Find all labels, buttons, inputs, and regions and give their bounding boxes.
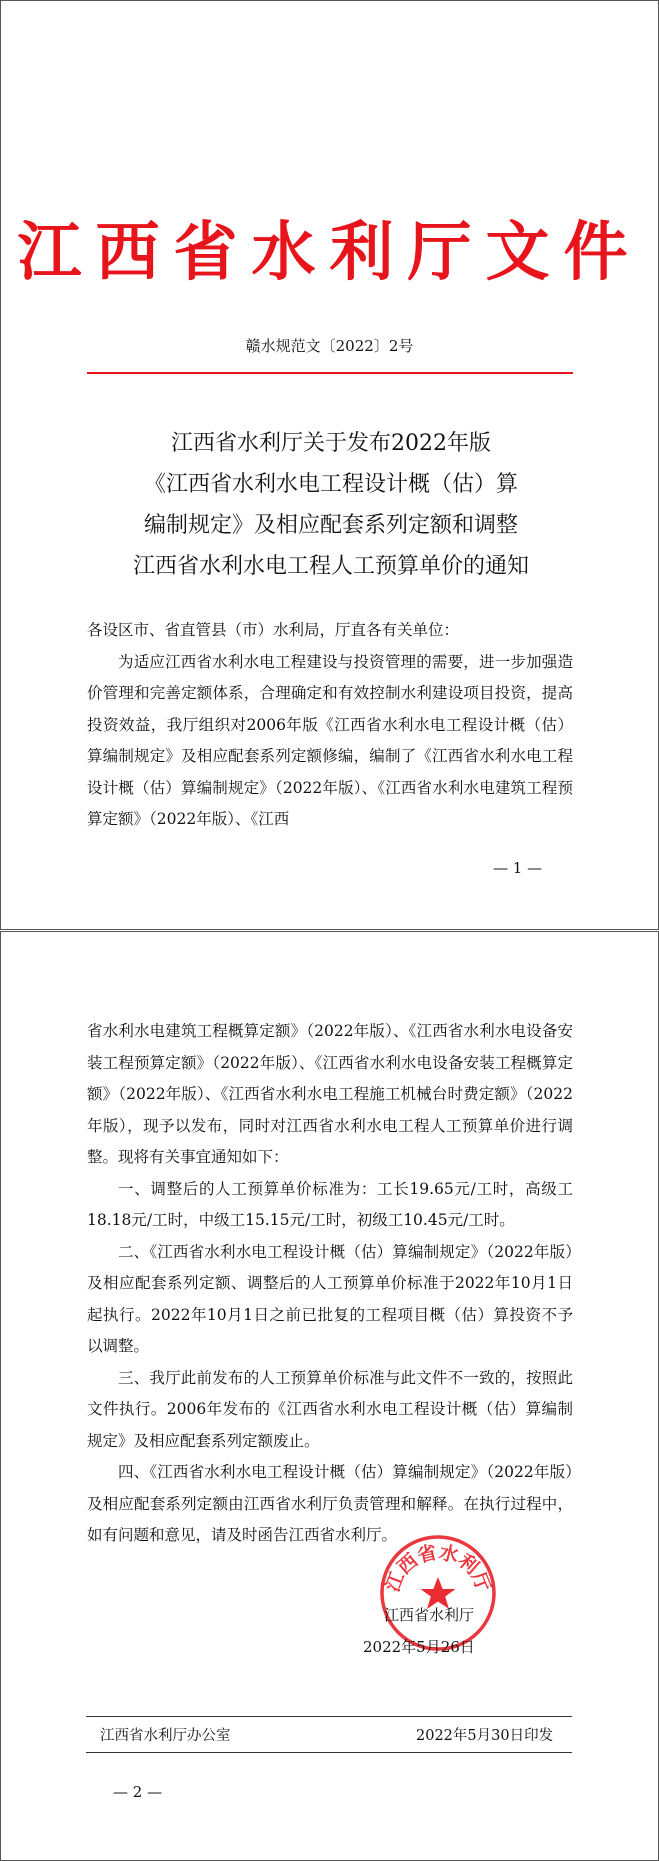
red-header-title: 江西省水利厅文件 bbox=[17, 215, 642, 290]
item-paragraph: 一、调整后的人工预算单价标准为：工长19.65元/工时，高级工18.18元/工时，中级工15.15元/工时，初级工10.45元/工时。 bbox=[87, 1179, 573, 1229]
intro-paragraph: 为适应江西省水利水电工程建设与投资管理的需要，进一步加强造价管理和完善定额体系，合理确定和有效控制水利建设项目投资，提高投资效益，我厅组织对2006年版《江西省水利水电工程设计概（估）算编制规定》及相应配套系列定额修编，编制了《江西省水利水电工程设计概（估）算编制规定》（2022年版）、《江西省水利水电建筑工程预算定额》（2022年版）、《江西 bbox=[87, 652, 573, 828]
footer-bottom-rule bbox=[86, 1752, 572, 1753]
seal-text: 江西省水利厅 bbox=[381, 1541, 495, 1595]
notice-title-line: 江西省水利水电工程人工预算单价的通知 bbox=[132, 554, 529, 579]
issue-date: 2022年5月26日 bbox=[363, 1638, 475, 1656]
issuer-name: 江西省水利厅 bbox=[384, 1606, 475, 1624]
item-paragraph: 四、《江西省水利水电工程设计概（估）算编制规定》（2022年版）及相应配套系列定额由江西省水利厅负责管理和解释。在执行过程中，如有问题和意见，请及时函告江西省水利厅。 bbox=[87, 1463, 573, 1544]
notice-title-line: 编制规定》及相应配套系列定额和调整 bbox=[143, 513, 518, 538]
page2-body bbox=[87, 1016, 573, 1552]
footer-office: 江西省水利厅办公室 bbox=[100, 1728, 231, 1744]
document-page-1 bbox=[0, 0, 659, 930]
notice-title-line: 江西省水利厅关于发布2022年版 bbox=[171, 431, 491, 456]
item-paragraph: 三、我厅此前发布的人工预算单价标准与此文件不一致的，按照此文件执行。2006年发布的《江西省水利水电工程设计概（估）算编制规定》及相应配套系列定额废止。 bbox=[87, 1368, 573, 1450]
page-number: — 1 — bbox=[493, 859, 543, 877]
document-number: 赣水规范文〔2022〕2号 bbox=[245, 337, 414, 355]
red-divider-line bbox=[87, 372, 573, 374]
addressee: 各设区市、省直管县（市）水利局，厅直各有关单位： bbox=[87, 621, 460, 639]
footer-top-rule bbox=[86, 1716, 572, 1717]
continuation-paragraph: 省水利水电建筑工程概算定额》（2022年版）、《江西省水利水电设备安装工程预算定额》（2022年版）、《江西省水利水电设备安装工程概算定额》（2022年版）、《江西省水利水电工程施工机械台时费定额》（2022年版），现予以发布，同时对江西省水利水电工程人工预算单价进行调整。现将有关事宜通知如下： bbox=[87, 1022, 573, 1166]
footer-print-date: 2022年5月30日印发 bbox=[416, 1728, 554, 1744]
page-number: — 2 — bbox=[113, 1783, 163, 1801]
notice-title-line: 《江西省水利水电工程设计概（估）算 bbox=[143, 472, 518, 497]
official-seal-icon bbox=[378, 1533, 498, 1653]
document-page-2 bbox=[0, 931, 659, 1861]
item-paragraph: 二、《江西省水利水电工程设计概（估）算编制规定》（2022年版）及相应配套系列定额、调整后的人工预算单价标准于2022年10月1日起执行。2022年10月1日之前已批复的工程项目概（估）算投资不予以调整。 bbox=[87, 1242, 573, 1355]
page1-body bbox=[87, 615, 573, 836]
notice-title bbox=[61, 423, 601, 587]
